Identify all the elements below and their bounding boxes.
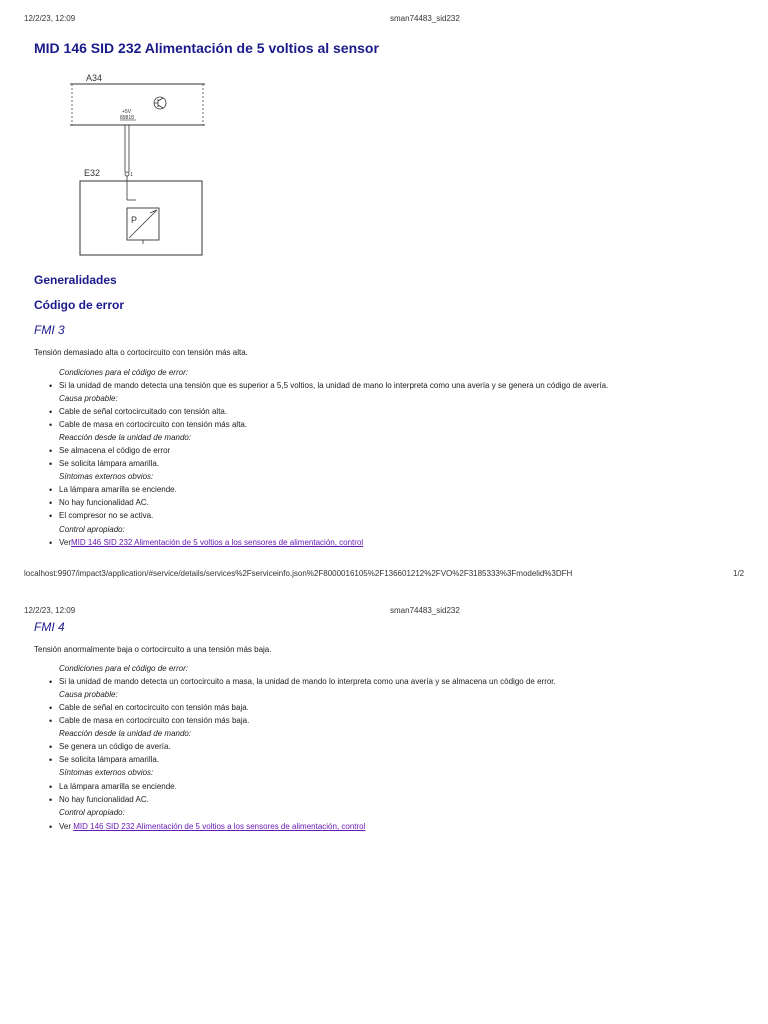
list-item: • Se solicita lámpara amarilla.	[59, 755, 159, 764]
control-link[interactable]: MID 146 SID 232 Alimentación de 5 voltios a los sensores de alimentación, control	[73, 822, 366, 831]
heading-fmi-3: FMI 3	[34, 323, 65, 337]
list-item: • Cable de señal en cortocircuito con tensión más baja.	[59, 703, 249, 712]
label-code: 89818	[120, 115, 134, 121]
ver-prefix: Ver	[59, 822, 72, 831]
label-a34: A34	[86, 73, 103, 83]
list-item: • Se solicita lámpara amarilla.	[59, 459, 159, 468]
label-reaction: Reacción desde la unidad de mando:	[59, 433, 192, 442]
label-control: Control apropiado:	[59, 525, 125, 534]
list-item: • No hay funcionalidad AC.	[59, 498, 149, 507]
list-item: • Cable de masa en cortocircuito con tensión más baja.	[59, 716, 249, 725]
header-doc-name: sman74483_sid232	[390, 14, 460, 23]
label-e32: E32	[84, 168, 101, 178]
label-p: P	[131, 215, 138, 225]
list-item-control	[59, 822, 365, 831]
label-symptoms: Síntomas externos obvios:	[59, 768, 154, 777]
label-probable-cause: Causa probable:	[59, 690, 118, 699]
footer-page-number: 1/2	[733, 569, 745, 578]
label-conditions: Condiciones para el código de error:	[59, 664, 188, 673]
ver-prefix: Ver	[59, 538, 72, 547]
heading-generalidades: Generalidades	[34, 273, 117, 287]
list-item: • La lámpara amarilla se enciende.	[59, 782, 177, 791]
heading-codigo-error: Código de error	[34, 298, 125, 312]
control-link[interactable]: MID 146 SID 232 Alimentación de 5 voltios a los sensores de alimentación, control	[71, 538, 364, 547]
list-item: • No hay funcionalidad AC.	[59, 795, 149, 804]
list-item: • Se almacena el código de error	[59, 446, 170, 455]
list-item: • La lámpara amarilla se enciende.	[59, 485, 177, 494]
fmi4-description: Tensión anormalmente baja o cortocircuito a una tensión más baja.	[34, 645, 272, 654]
heading-fmi-4: FMI 4	[34, 620, 65, 634]
wiring-diagram	[70, 70, 210, 260]
list-item: • Cable de señal cortocircuitado con tensión alta.	[59, 407, 227, 416]
footer-url: localhost:9907/impact3/application/#service/details/services%2Fserviceinfo.json%2F8000016105%2F136601212%2FVO%2F3185333%3Fmodelid%3DFH	[24, 569, 573, 578]
fmi3-description: Tensión demasiado alta o cortocircuito con tensión más alta.	[34, 348, 248, 357]
label-control: Control apropiado:	[59, 808, 125, 817]
list-item: • Se genera un código de avería.	[59, 742, 171, 751]
label-pin: 1	[130, 172, 133, 178]
label-probable-cause: Causa probable:	[59, 394, 118, 403]
label-symptoms: Síntomas externos obvios:	[59, 472, 154, 481]
label-5v: +5V	[122, 109, 132, 115]
header-date: 12/2/23, 12:09	[24, 606, 76, 615]
header-doc-name: sman74483_sid232	[390, 606, 460, 615]
list-item: • Si la unidad de mando detecta un cortocircuito a masa, la unidad de mando lo interpreta como una avería y se almacena un código de error.	[59, 677, 556, 686]
label-reaction: Reacción desde la unidad de mando:	[59, 729, 192, 738]
list-item: • Cable de masa en cortocircuito con tensión más alta.	[59, 420, 247, 429]
list-item: • El compresor no se activa.	[59, 511, 153, 520]
list-item-control	[59, 538, 363, 547]
list-item: • Si la unidad de mando detecta una tensión que es superior a 5,5 voltios, la unidad de mano lo interpreta como una avería y se genera un código de avería.	[59, 381, 608, 390]
label-conditions: Condiciones para el código de error:	[59, 368, 188, 377]
page-title: MID 146 SID 232 Alimentación de 5 voltios al sensor	[34, 40, 379, 56]
header-date: 12/2/23, 12:09	[24, 14, 76, 23]
